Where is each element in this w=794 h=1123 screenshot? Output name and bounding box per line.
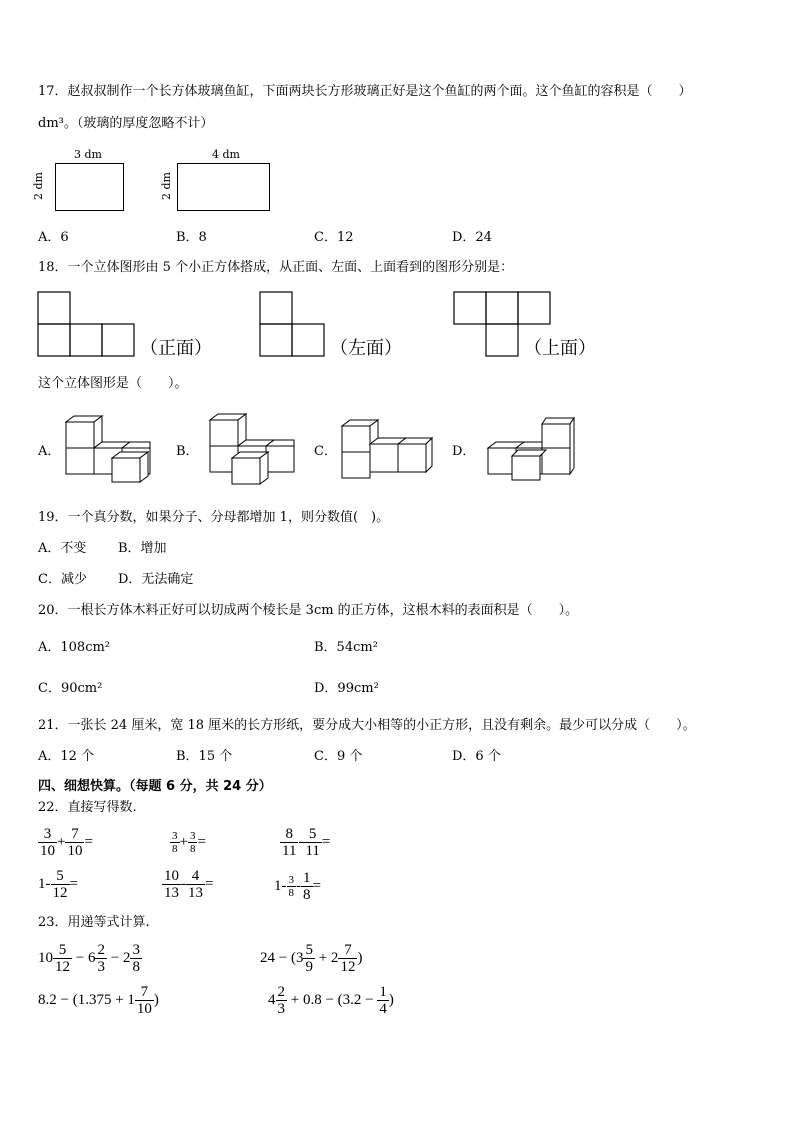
q18-option-c-figure[interactable] [340, 414, 432, 480]
q19-option-a[interactable]: A．不变 [38, 541, 87, 556]
q18-option-b-figure[interactable] [206, 406, 298, 486]
q20-option-a[interactable]: A．108cm² [38, 640, 111, 655]
rect2-side-label: 2 dm [160, 172, 173, 200]
rect2-top-label: 4 dm [212, 148, 240, 161]
q21-option-d[interactable]: D．6 个 [452, 749, 501, 764]
q17-option-d[interactable]: D．24 [452, 230, 492, 245]
q18-text: 18．一个立体图形由 5 个小正方体搭成，从正面、左面、上面看到的图形分别是： [38, 260, 514, 275]
front-view-grid [38, 292, 138, 358]
q18-option-d-label[interactable]: D． [452, 444, 476, 459]
front-view-label: （正面） [140, 338, 212, 359]
q17-text-line1: 17．赵叔叔制作一个长方体玻璃鱼缸，下面两块长方形玻璃正好是这个鱼缸的两个面。这个鱼缸的容积是（ ） [38, 84, 692, 99]
q17-option-a[interactable]: A．6 [38, 230, 69, 245]
q18-option-b-label[interactable]: B． [176, 444, 199, 459]
rect1-side-label: 2 dm [32, 172, 45, 200]
q21-option-b[interactable]: B．15 个 [176, 749, 233, 764]
left-view-label: （左面） [330, 338, 402, 359]
q23-expression-1[interactable]: 10 $\frac{5}{12}$ − 6 $\frac{2}{3}$ − 2 $\frac{3}{8}$ [38, 942, 140, 975]
q23-text: 23．用递等式计算. [38, 915, 150, 930]
rect1-top-label: 3 dm [74, 148, 102, 161]
q21-text: 21．一张长 24 厘米，宽 18 厘米的长方形纸，要分成大小相等的小正方形，且没有剩余。最少可以分成（ ）。 [38, 718, 696, 733]
q21-option-c[interactable]: C．9 个 [314, 749, 363, 764]
q19-option-b[interactable]: B．增加 [118, 541, 167, 556]
q23-expression-2[interactable]: 24 − (3 $\frac{5}{9}$ + 2 $\frac{7}{12}$ ) [260, 942, 363, 975]
q19-option-c[interactable]: C．减少 [38, 572, 87, 587]
section-4-heading: 四、细想快算。（每题 6 分，共 24 分） [38, 779, 272, 794]
q22-item-4[interactable]: 1- $\frac{5}{12}$ = [38, 868, 78, 901]
q20-option-c[interactable]: C．90cm² [38, 681, 103, 696]
q19-text: 19．一个真分数，如果分子、分母都增加 1，则分数值( )。 [38, 510, 390, 525]
q17-option-c[interactable]: C．12 [314, 230, 354, 245]
q22-item-1[interactable]: $\frac{3}{10}$ + $\frac{7}{10}$ = [40, 826, 93, 859]
q18-option-d-figure[interactable] [486, 414, 578, 484]
q20-option-b[interactable]: B．54cm² [314, 640, 378, 655]
q23-expression-3[interactable]: 8.2 − (1.375 + 1 $\frac{7}{10}$ ) [38, 984, 159, 1017]
q22-item-6[interactable]: 1- $\frac{3}{8}$ - $\frac{1}{8}$ = [274, 870, 321, 903]
q22-item-5[interactable]: $\frac{10}{13}$ - $\frac{4}{13}$ = [164, 868, 214, 901]
q17-text-line2: dm³。（玻璃的厚度忽略不计） [38, 116, 214, 131]
q20-option-d[interactable]: D．99cm² [314, 681, 379, 696]
q19-option-d[interactable]: D．无法确定 [118, 572, 194, 587]
q18-question: 这个立体图形是（ ）。 [38, 376, 188, 391]
q21-option-a[interactable]: A．12 个 [38, 749, 95, 764]
q18-option-a-label[interactable]: A． [38, 444, 61, 459]
q20-text: 20．一根长方体木料正好可以切成两个棱长是 3cm 的正方体，这根木料的表面积是（ ）。 [38, 603, 579, 618]
q22-text: 22．直接写得数. [38, 800, 137, 815]
q18-option-c-label[interactable]: C． [314, 444, 337, 459]
q17-option-b[interactable]: B．8 [176, 230, 207, 245]
left-view-grid [260, 292, 330, 358]
top-view-label: （上面） [524, 338, 596, 359]
q18-option-a-figure[interactable] [64, 414, 154, 484]
q22-item-3[interactable]: $\frac{8}{11}$ - $\frac{5}{11}$ = [282, 826, 331, 859]
q22-item-2[interactable]: $\frac{3}{8}$ + $\frac{3}{8}$ = [172, 830, 206, 855]
q23-expression-4[interactable]: 4 $\frac{2}{3}$ + 0.8 − (3.2 − $\frac{1}{4}$ ) [268, 984, 394, 1017]
